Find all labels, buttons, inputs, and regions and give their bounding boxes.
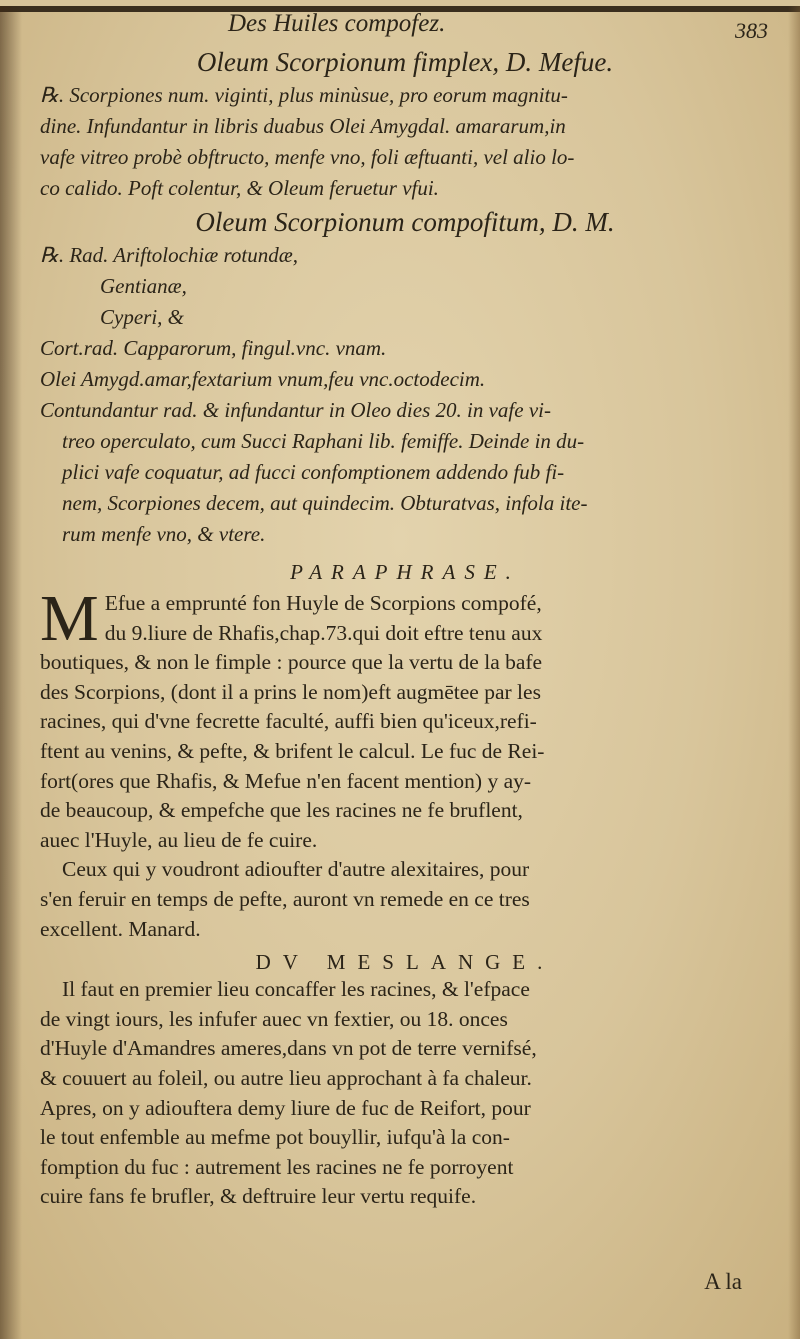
mixing-line: cuire fans fe brufler, & deftruire leur vertu requife. [40,1184,477,1209]
mixing-body [40,975,770,1212]
book-page [0,6,800,1339]
recipe-line: Cort.rad. Capparorum, fingul.vnc. vnam. [40,336,387,360]
paraphrase-line: s'en feruir en temps de pefte, auront vn remede en ce tres [40,886,530,911]
recipe-simple-title: Oleum Scorpionum fimplex, D. Mefue. [196,47,614,77]
recipe-line: plici vafe coquatur, ad fucci confomptionem addendo fub fi- [62,460,565,484]
recipe-line: Gentianæ, [100,274,187,298]
mixing-line: le tout enfemble au mefme pot bouyllir, iufqu'à la con- [40,1125,510,1150]
catchword: A la [704,1269,742,1294]
mixing-heading: DV MESLANGE. [255,950,555,975]
page-right-edge [788,6,800,1339]
paraphrase-line: racines, qui d'vne fecrette faculté, auffi bien qu'iceux,refi- [40,709,537,734]
recipe-line: Cyperi, & [100,305,184,329]
paraphrase-line: ftent au venins, & pefte, & brifent le calcul. Le fuc de Rei- [40,738,545,763]
paraphrase-line: Ceux qui y voudront adioufter d'autre alexitaires, pour [62,857,530,882]
recipe-line: nem, Scorpiones decem, aut quindecim. Obturatvas, infola ite- [62,491,588,515]
paraphrase-line: boutiques, & non le fimple : pource que la vertu de la bafe [40,650,543,675]
paraphrase-line: fort(ores que Rhafis, & Mefue n'en facent mention) y ay- [40,768,532,793]
recipe-line: Contundantur rad. & infundantur in Oleo dies 20. in vafe vi- [40,398,551,422]
page-header [40,6,770,44]
paraphrase-line: excellent. Manard. [40,916,201,941]
mixing-line: fomption du fuc : autrement les racines ne fe porroyent [40,1154,514,1179]
recipe-simple [40,44,770,204]
recipe-compound-title: Oleum Scorpionum compofitum, D. M. [195,207,615,237]
paraphrase-line: de beaucoup, & empefche que les racines ne fe bruflent, [40,798,523,823]
recipe-line: rum menfe vno, & vtere. [62,522,266,546]
paraphrase-heading: PARAPHRASE. [290,560,520,584]
paraphrase-line: Efue a emprunté fon Huyle de Scorpions compofé, [104,591,542,615]
gutter-shadow [0,6,22,1339]
paraphrase-line: du 9.liure de Rhafis,chap.73.qui doit eftre tenu aux [104,620,543,645]
page-number: 383 [735,18,768,43]
recipe-line: dine. Infundantur in libris duabus Olei Amygdal. amararum,in [40,114,566,138]
recipe-line: ℞. Rad. Ariftolochiæ rotundæ, [40,243,299,267]
recipe-line: ℞. Scorpiones num. viginti, plus minùsue, pro eorum magnitu- [40,83,568,107]
recipe-line: vafe vitreo probè obftructo, menfe vno, foli æftuanti, vel alio lo- [40,145,575,169]
drop-cap: M [40,582,99,655]
recipe-line: treo operculato, cum Succi Raphani lib. femiffe. Deinde in du- [62,429,585,453]
paraphrase-line: des Scorpions, (dont il a prins le nom)eft augmētee par les [40,679,541,704]
recipe-line: Olei Amygd.amar,fextarium vnum,feu vnc.octodecim. [40,367,486,391]
mixing-line: Il faut en premier lieu concaffer les racines, & l'efpace [62,977,530,1002]
paraphrase-line: auec l'Huyle, au lieu de fe cuire. [40,827,318,852]
mixing-line: & couuert au foleil, ou autre lieu approchant à fa chaleur. [40,1065,532,1090]
running-head: Des Huiles compofez. [228,10,446,37]
paraphrase-body [40,582,770,944]
mixing-line: Apres, on y adiouftera demy liure de fuc de Reifort, pour [40,1095,531,1120]
mixing-line: d'Huyle d'Amandres ameres,dans vn pot de terre vernifsé, [40,1036,537,1061]
recipe-compound [40,204,770,550]
recipe-line: co calido. Poft colentur, & Oleum feruetur vfui. [40,176,439,200]
mixing-line: de vingt iours, les infufer auec vn fextier, ou 18. onces [40,1006,508,1031]
